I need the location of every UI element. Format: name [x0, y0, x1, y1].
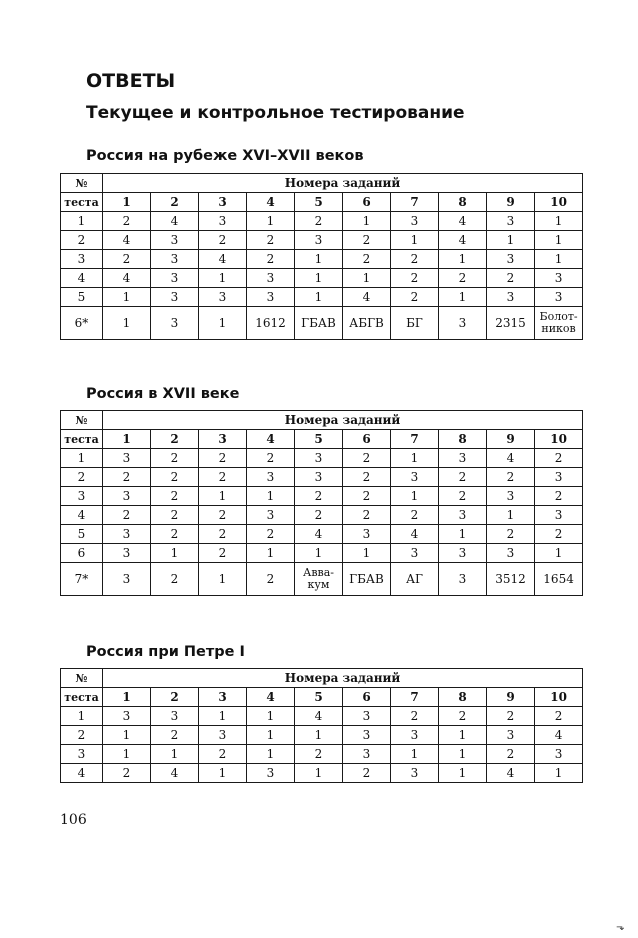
- test-number-cell: 4: [61, 269, 103, 288]
- answer-cell: 3: [535, 745, 583, 764]
- table-row: [61, 745, 583, 764]
- answer-cell: 2: [343, 231, 391, 250]
- answer-cell: 2: [487, 468, 535, 487]
- answer-cell: 1: [439, 745, 487, 764]
- answer-cell: 1: [343, 212, 391, 231]
- answer-cell: 2: [199, 745, 247, 764]
- answer-cell: 3: [295, 231, 343, 250]
- answer-cell: ГБАВ: [295, 307, 343, 340]
- answer-cell: БГ: [391, 307, 439, 340]
- answer-cell: 2: [151, 468, 199, 487]
- task-number-cell: 10: [535, 193, 583, 212]
- answer-cell: 3: [535, 269, 583, 288]
- answer-cell: 2: [151, 506, 199, 525]
- answer-cell: 2: [151, 449, 199, 468]
- answer-cell: 2: [535, 525, 583, 544]
- answer-cell: 4: [295, 707, 343, 726]
- answer-cell: 2: [247, 231, 295, 250]
- answer-cell: 1: [535, 764, 583, 783]
- answer-cell: 4: [151, 764, 199, 783]
- answer-cell: 3: [151, 269, 199, 288]
- answer-cell: 2: [391, 707, 439, 726]
- task-numbers-row: [61, 193, 583, 212]
- page-number: 106: [60, 812, 87, 828]
- test-number-cell: 5: [61, 525, 103, 544]
- answer-cell: 4: [487, 449, 535, 468]
- answer-cell: 3: [343, 745, 391, 764]
- answer-cell: 2: [103, 764, 151, 783]
- answer-cell: 2: [199, 544, 247, 563]
- answer-cell: 3: [151, 307, 199, 340]
- task-number-cell: 10: [535, 688, 583, 707]
- answer-cell: 3: [151, 707, 199, 726]
- answer-cell: 1: [487, 231, 535, 250]
- answer-cell: 2: [343, 487, 391, 506]
- answer-cell: 4: [439, 212, 487, 231]
- answer-cell: 2: [199, 231, 247, 250]
- table-row: [61, 764, 583, 783]
- answer-cell: 1: [199, 563, 247, 596]
- answer-cell: 2: [439, 468, 487, 487]
- answer-cell: 3: [199, 212, 247, 231]
- answer-cell: 2: [439, 487, 487, 506]
- answer-cell: 1: [103, 745, 151, 764]
- answer-cell: 2315: [487, 307, 535, 340]
- answer-cell: 1: [295, 250, 343, 269]
- answer-cell: 2: [295, 506, 343, 525]
- header-row: [61, 411, 583, 430]
- answer-cell: 2: [103, 468, 151, 487]
- task-number-cell: 7: [391, 193, 439, 212]
- answer-cell: 2: [535, 707, 583, 726]
- table-row: [61, 468, 583, 487]
- answer-cell: 3: [439, 449, 487, 468]
- answer-cell: 1: [487, 506, 535, 525]
- answer-cell: 2: [151, 726, 199, 745]
- answer-cell: 3: [199, 288, 247, 307]
- answer-cell: 2: [391, 250, 439, 269]
- task-number-cell: 4: [247, 193, 295, 212]
- test-number-cell: 6*: [61, 307, 103, 340]
- test-number-cell: 2: [61, 726, 103, 745]
- answer-cell: 1: [439, 288, 487, 307]
- test-number-cell: 1: [61, 449, 103, 468]
- task-number-cell: 9: [487, 430, 535, 449]
- answer-cell: 2: [343, 506, 391, 525]
- answer-cell: 2: [487, 707, 535, 726]
- tasks-header: Номера заданий: [103, 174, 583, 193]
- answer-cell: 2: [439, 269, 487, 288]
- table-row: [61, 250, 583, 269]
- task-number-cell: 8: [439, 688, 487, 707]
- tasks-header: Номера заданий: [103, 411, 583, 430]
- answer-cell: 3: [103, 487, 151, 506]
- table-row: [61, 288, 583, 307]
- section-title-3: Россия при Петре I: [86, 644, 245, 660]
- answer-cell: 1: [295, 544, 343, 563]
- answer-cell: 3: [343, 726, 391, 745]
- answer-cell: 2: [535, 449, 583, 468]
- answer-cell: 1: [247, 726, 295, 745]
- answer-cell: 2: [535, 487, 583, 506]
- answer-cell: 2: [343, 449, 391, 468]
- answer-cell: 2: [487, 525, 535, 544]
- col-header-no: №: [61, 669, 103, 688]
- task-number-cell: 1: [103, 193, 151, 212]
- answer-cell: 2: [199, 468, 247, 487]
- answer-cell: 2: [343, 468, 391, 487]
- answer-cell: 1: [103, 288, 151, 307]
- answer-cell: 4: [199, 250, 247, 269]
- answer-cell: 2: [295, 212, 343, 231]
- answer-cell: 4: [535, 726, 583, 745]
- table-row: [61, 563, 583, 596]
- answer-cell: 3: [535, 506, 583, 525]
- answer-cell: 3: [295, 449, 343, 468]
- answer-cell: 1: [247, 707, 295, 726]
- task-number-cell: 10: [535, 430, 583, 449]
- test-number-cell: 2: [61, 231, 103, 250]
- answers-table-1: [60, 173, 583, 340]
- table-row: [61, 525, 583, 544]
- answer-cell: 1: [535, 250, 583, 269]
- task-number-cell: 7: [391, 430, 439, 449]
- answer-cell: 3: [103, 563, 151, 596]
- answer-cell: 4: [103, 269, 151, 288]
- answer-cell: 3: [103, 544, 151, 563]
- answer-cell: 1: [295, 288, 343, 307]
- col-header-no: №: [61, 411, 103, 430]
- answer-cell: 1: [151, 544, 199, 563]
- answer-cell: 3: [487, 487, 535, 506]
- answer-cell: 1: [247, 544, 295, 563]
- task-number-cell: 9: [487, 193, 535, 212]
- test-number-cell: 3: [61, 487, 103, 506]
- answer-cell: 2: [151, 525, 199, 544]
- answer-cell: 4: [295, 525, 343, 544]
- answer-cell: 1: [199, 707, 247, 726]
- answer-cell: 3: [247, 288, 295, 307]
- answer-cell: 2: [247, 525, 295, 544]
- col-header-test: теста: [61, 688, 103, 707]
- answer-cell: 1: [247, 487, 295, 506]
- test-number-cell: 1: [61, 707, 103, 726]
- answer-cell: 3: [247, 764, 295, 783]
- table-row: [61, 544, 583, 563]
- answer-cell: 3: [391, 468, 439, 487]
- answer-cell: 1: [199, 764, 247, 783]
- answer-cell: 3: [199, 726, 247, 745]
- answer-cell: 3: [151, 250, 199, 269]
- task-number-cell: 5: [295, 193, 343, 212]
- table-row: [61, 726, 583, 745]
- answer-cell: 2: [247, 449, 295, 468]
- answer-cell: 3: [487, 726, 535, 745]
- test-number-cell: 5: [61, 288, 103, 307]
- answer-cell: 1: [199, 269, 247, 288]
- answer-cell: 3: [535, 468, 583, 487]
- answer-cell: 3: [343, 525, 391, 544]
- answer-cell: 2: [199, 506, 247, 525]
- answer-cell: 1: [391, 487, 439, 506]
- answer-cell: 1: [535, 212, 583, 231]
- answer-cell: 3: [391, 726, 439, 745]
- table-row: [61, 487, 583, 506]
- answer-cell: 3: [247, 506, 295, 525]
- answer-cell: ГБАВ: [343, 563, 391, 596]
- answer-cell: 2: [343, 764, 391, 783]
- answer-cell: 2: [199, 525, 247, 544]
- task-number-cell: 5: [295, 688, 343, 707]
- task-numbers-row: [61, 688, 583, 707]
- test-number-cell: 6: [61, 544, 103, 563]
- answer-cell: 3: [439, 544, 487, 563]
- answer-cell: 3: [103, 449, 151, 468]
- answer-cell: 2: [295, 487, 343, 506]
- answer-cell: 4: [103, 231, 151, 250]
- answer-cell: 3: [391, 544, 439, 563]
- test-number-cell: 2: [61, 468, 103, 487]
- task-number-cell: 5: [295, 430, 343, 449]
- task-number-cell: 8: [439, 430, 487, 449]
- col-header-test: теста: [61, 430, 103, 449]
- answer-cell: 4: [391, 525, 439, 544]
- table-row: [61, 449, 583, 468]
- tasks-header: Номера заданий: [103, 669, 583, 688]
- answer-cell: 1: [295, 726, 343, 745]
- answer-cell: 3: [487, 288, 535, 307]
- answer-cell: 2: [199, 449, 247, 468]
- task-number-cell: 9: [487, 688, 535, 707]
- test-number-cell: 4: [61, 506, 103, 525]
- task-number-cell: 1: [103, 688, 151, 707]
- answer-cell: 3512: [487, 563, 535, 596]
- answer-cell: 2: [103, 506, 151, 525]
- task-number-cell: 1: [103, 430, 151, 449]
- answer-cell: 3: [439, 506, 487, 525]
- answer-cell: 3: [103, 525, 151, 544]
- answer-cell: 1: [295, 269, 343, 288]
- answer-cell: 3: [343, 707, 391, 726]
- test-number-cell: 1: [61, 212, 103, 231]
- answer-cell: 3: [487, 250, 535, 269]
- answer-cell: 1: [295, 764, 343, 783]
- table-row: [61, 506, 583, 525]
- answer-cell: 3: [391, 764, 439, 783]
- task-number-cell: 2: [151, 688, 199, 707]
- answer-cell: 2: [151, 563, 199, 596]
- section-title-2: Россия в XVII веке: [86, 386, 240, 402]
- answer-cell: 3: [103, 707, 151, 726]
- answer-cell: 3: [151, 288, 199, 307]
- answer-cell: Авва- кум: [295, 563, 343, 596]
- answer-cell: 1: [199, 487, 247, 506]
- answer-cell: 1: [439, 726, 487, 745]
- answer-cell: 1: [103, 726, 151, 745]
- test-number-cell: 3: [61, 250, 103, 269]
- answer-cell: 1: [535, 544, 583, 563]
- answer-cell: 2: [391, 269, 439, 288]
- answer-cell: 1654: [535, 563, 583, 596]
- answer-cell: 1: [439, 250, 487, 269]
- task-number-cell: 4: [247, 430, 295, 449]
- answer-cell: 1: [199, 307, 247, 340]
- answer-cell: 2: [391, 288, 439, 307]
- answer-cell: 4: [343, 288, 391, 307]
- answer-cell: 2: [487, 269, 535, 288]
- answer-cell: 1: [391, 449, 439, 468]
- task-number-cell: 3: [199, 430, 247, 449]
- page-subheading: Текущее и контрольное тестирование: [86, 103, 465, 123]
- answer-cell: 1: [391, 231, 439, 250]
- answer-cell: 3: [247, 468, 295, 487]
- answer-cell: 1: [391, 745, 439, 764]
- answer-cell: 2: [295, 745, 343, 764]
- answers-table-3: [60, 668, 583, 783]
- answer-cell: 3: [535, 288, 583, 307]
- table-row: [61, 231, 583, 250]
- answer-cell: 4: [487, 764, 535, 783]
- answer-cell: 3: [487, 212, 535, 231]
- answer-cell: Болот- ников: [535, 307, 583, 340]
- answer-cell: 2: [151, 487, 199, 506]
- answer-cell: 3: [295, 468, 343, 487]
- answer-cell: 2: [439, 707, 487, 726]
- table-row: [61, 707, 583, 726]
- answer-cell: 3: [487, 544, 535, 563]
- col-header-no: №: [61, 174, 103, 193]
- test-number-cell: 3: [61, 745, 103, 764]
- answer-cell: 1: [535, 231, 583, 250]
- answer-cell: 1: [439, 764, 487, 783]
- task-numbers-row: [61, 430, 583, 449]
- task-number-cell: 3: [199, 193, 247, 212]
- task-number-cell: 2: [151, 430, 199, 449]
- test-number-cell: 7*: [61, 563, 103, 596]
- task-number-cell: 3: [199, 688, 247, 707]
- answer-cell: 2: [487, 745, 535, 764]
- answer-cell: 2: [247, 250, 295, 269]
- answer-cell: 2: [247, 563, 295, 596]
- answer-cell: 1: [103, 307, 151, 340]
- answer-cell: 1: [151, 745, 199, 764]
- corner-mark-icon: ⬎: [616, 922, 625, 933]
- task-number-cell: 7: [391, 688, 439, 707]
- answer-cell: 2: [103, 212, 151, 231]
- answer-cell: 3: [247, 269, 295, 288]
- answer-cell: 1: [439, 525, 487, 544]
- task-number-cell: 6: [343, 688, 391, 707]
- test-number-cell: 4: [61, 764, 103, 783]
- answer-cell: 3: [151, 231, 199, 250]
- task-number-cell: 6: [343, 430, 391, 449]
- task-number-cell: 4: [247, 688, 295, 707]
- task-number-cell: 6: [343, 193, 391, 212]
- answer-cell: 2: [391, 506, 439, 525]
- table-row: [61, 269, 583, 288]
- answer-cell: 2: [343, 250, 391, 269]
- answer-cell: 4: [151, 212, 199, 231]
- answer-cell: 2: [103, 250, 151, 269]
- answer-cell: 1612: [247, 307, 295, 340]
- table-row: [61, 307, 583, 340]
- answer-cell: 1: [343, 544, 391, 563]
- header-row: [61, 669, 583, 688]
- answer-cell: 3: [439, 307, 487, 340]
- answer-cell: 4: [439, 231, 487, 250]
- section-title-1: Россия на рубеже XVI–XVII веков: [86, 148, 364, 164]
- answer-cell: 1: [247, 212, 295, 231]
- answer-cell: 1: [343, 269, 391, 288]
- answer-cell: 1: [247, 745, 295, 764]
- task-number-cell: 2: [151, 193, 199, 212]
- col-header-test: теста: [61, 193, 103, 212]
- answers-table-2: [60, 410, 583, 596]
- task-number-cell: 8: [439, 193, 487, 212]
- header-row: [61, 174, 583, 193]
- page-heading: ОТВЕТЫ: [86, 70, 176, 92]
- answer-cell: 3: [391, 212, 439, 231]
- answer-cell: АГ: [391, 563, 439, 596]
- answer-cell: АБГВ: [343, 307, 391, 340]
- answer-cell: 3: [439, 563, 487, 596]
- table-row: [61, 212, 583, 231]
